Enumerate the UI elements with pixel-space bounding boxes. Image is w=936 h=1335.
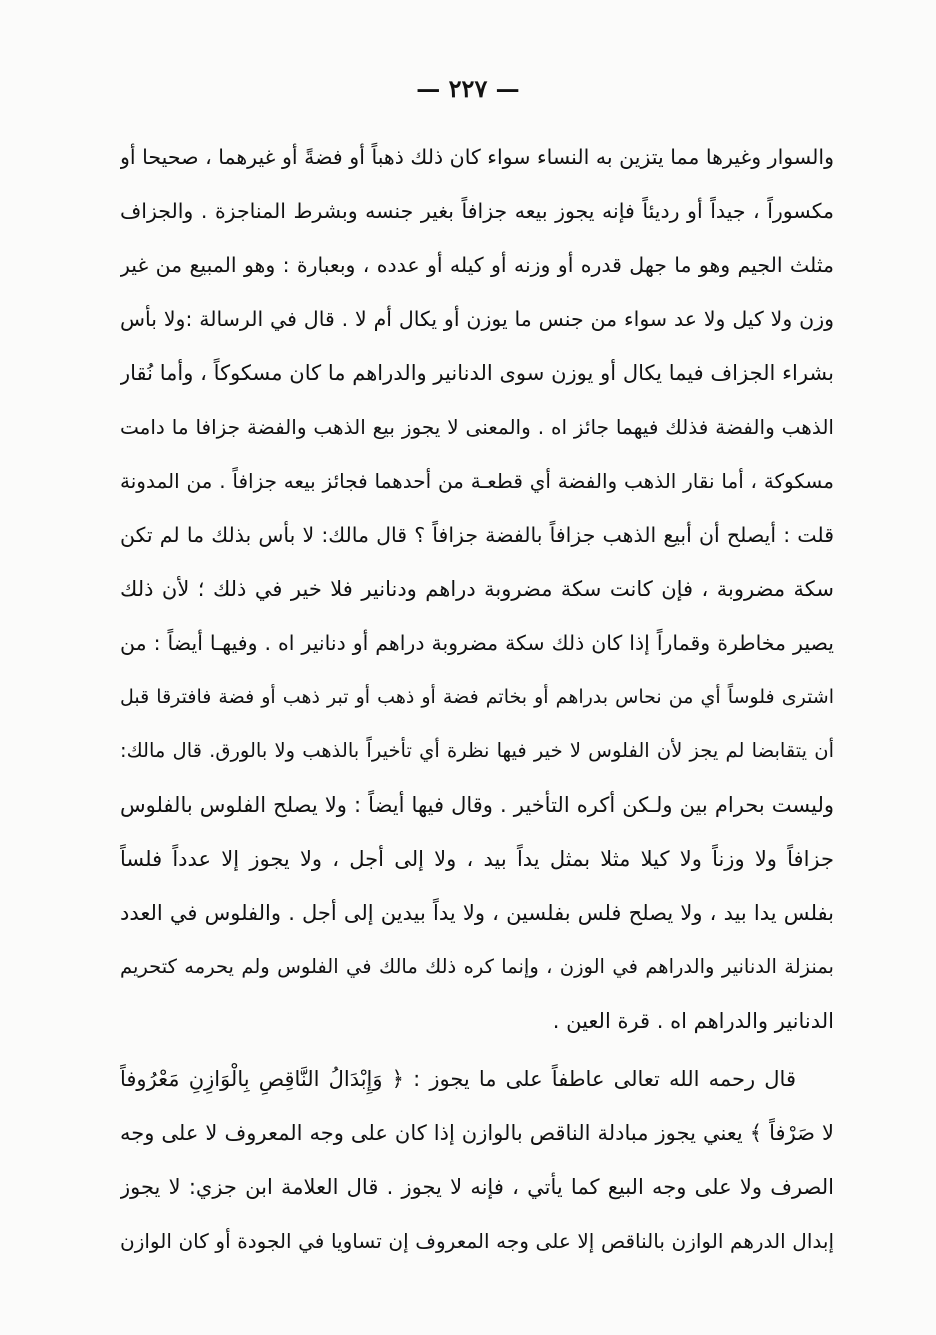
text-line: مسكوكة ، أما نقار الذهب والفضة أي قطعـة من أحدهما فجائز بيعه جزافاً . من المدونة — [120, 469, 834, 493]
text-line: سكة مضروبة ، فإن كانت سكة مضروبة دراهم ودنانير فلا خير في ذلك ؛ لأن ذلك — [120, 577, 834, 601]
paragraph-2 — [120, 1052, 834, 1268]
text-line: وزن ولا كيل ولا عد سواء من جنس ما يوزن أو يكال أم لا . قال في الرسالة :ولا بأس — [120, 307, 834, 331]
text-line: أن يتقابضا لم يجز لأن الفلوس لا خير فيها نظرة أي تأخيراً بالذهب ولا بالورق. قال مالك: — [120, 739, 834, 762]
text-line: وليست بحرام بين ولـكن أكره التأخير . وقال فيها أيضاً : ولا يصلح الفلوس بالفلوس — [120, 793, 834, 817]
text-line: قلت : أيصلح أن أبيع الذهب جزافاً بالفضة جزافاً ؟ قال مالك: لا بأس بذلك ما لم تكن — [120, 523, 834, 547]
text-line: والسوار وغيرها مما يتزين به النساء سواء كان ذلك ذهباً أو فضةً أو غيرهما ، صحيحا أو — [120, 145, 834, 169]
text-line: اشترى فلوساً أي من نحاس بدراهم أو بخاتم فضة أو ذهب أو تبر ذهب أو فضة فافترقا قبل — [120, 686, 834, 708]
text-line: يصير مخاطرة وقماراً إذا كان ذلك سكة مضروبة دراهم أو دنانير اه . وفيهـا أيضاً : من — [120, 631, 834, 655]
text-line: جزافاً ولا وزناً ولا كيلا مثلا بمثل يداً بيد ، ولا إلى أجل ، ولا يجوز إلا عدداً فلساً — [120, 847, 834, 871]
text-line: لا صَرْفاً ﴾ يعني يجوز مبادلة الناقص بالوازن إذا كان على وجه المعروف لا على وجه — [120, 1121, 834, 1145]
text-line: بشراء الجزاف فيما يكال أو يوزن سوى الدنانير والدراهم ما كان مسكوكاً ، وأما نُقار — [120, 361, 834, 385]
text-line: الصرف ولا على وجه البيع كما يأتي ، فإنه لا يجوز . قال العلامة ابن جزي: لا يجوز — [120, 1175, 834, 1199]
text-line: مثلث الجيم وهو ما جهل قدره أو وزنه أو كيله أو عدده ، وبعبارة : وهو المبيع من غير — [120, 253, 834, 277]
text-line: مكسوراً ، جيداً أو رديئاً فإنه يجوز بيعه جزافاً بغير جنسه وبشرط المناجزة . والجزاف — [120, 199, 834, 223]
text-line: إبدال الدرهم الوازن بالناقص إلا على وجه المعروف إن تساويا في الجودة أو كان الوازن — [120, 1229, 834, 1253]
text-line: قال رحمه الله تعالى عاطفاً على ما يجوز : ﴿ وَإِبْدَالُ النَّاقِصِ بِالْوَازِنِ مَعْرُوفاً — [120, 1067, 796, 1091]
text-line: بمنزلة الدنانير والدراهم في الوزن ، وإنما كره ذلك مالك في الفلوس ولم يحرمه كتحريم — [120, 955, 834, 978]
paragraph-1 — [120, 130, 834, 1048]
page-number: — ٢٢٧ — — [416, 74, 520, 103]
text-line: بفلس يدا بيد ، ولا يصلح فلس بفلسين ، ولا يداً بيدين إلى أجل . والفلوس في العدد — [120, 901, 834, 925]
text-line: الدنانير والدراهم اه . قرة العين . — [552, 1009, 834, 1033]
text-line: الذهب والفضة فذلك فيهما جائز اه . والمعنى لا يجوز بيع الذهب والفضة جزافا ما دامت — [120, 415, 834, 439]
